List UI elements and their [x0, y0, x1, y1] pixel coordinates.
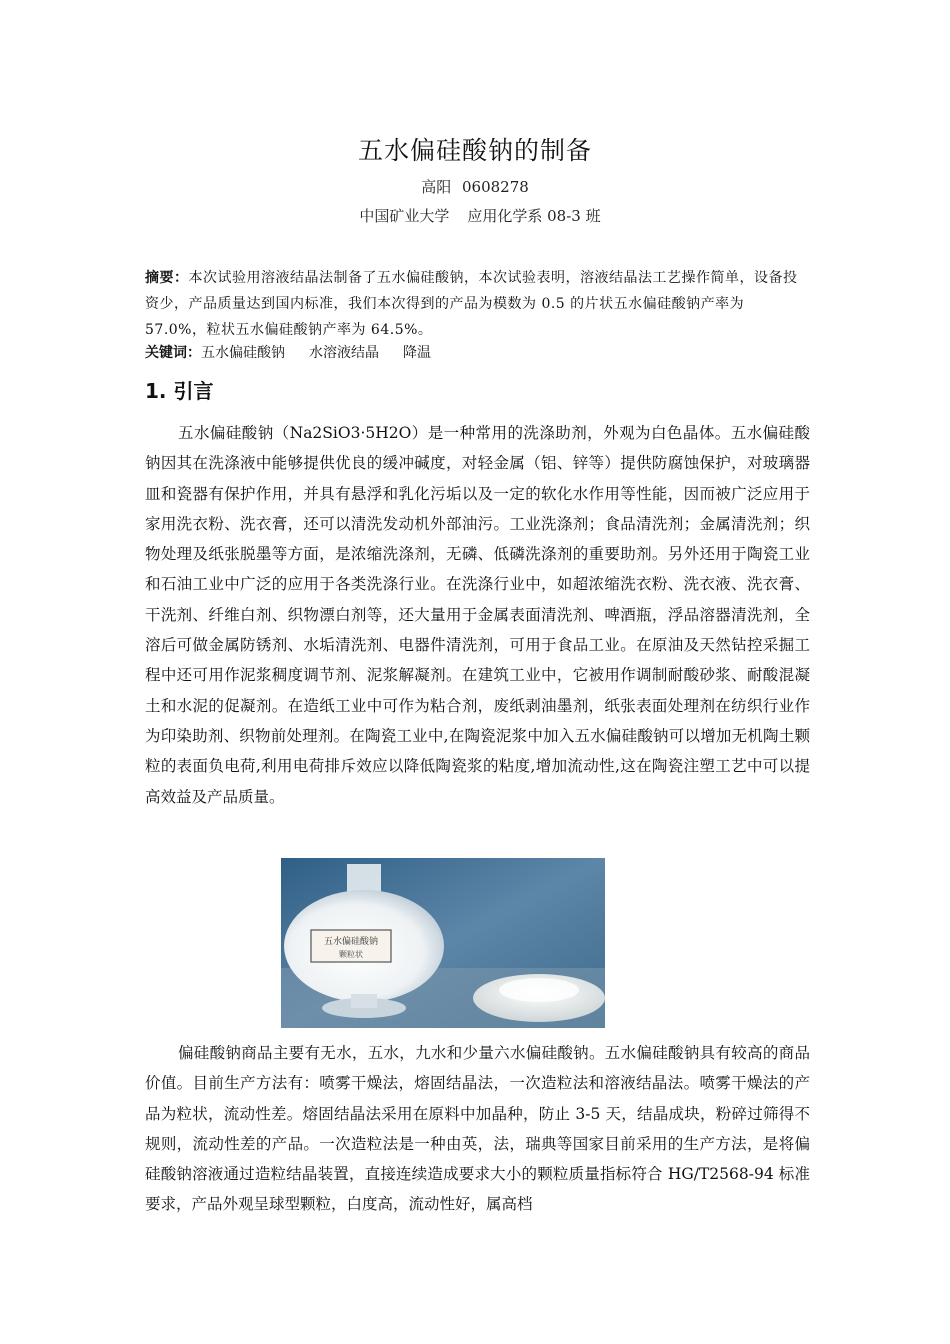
abstract-label: 摘要：: [145, 270, 189, 286]
keyword-item: 水溶液结晶: [309, 345, 379, 361]
department-name: 应用化学系 08-3 班: [467, 207, 601, 225]
keyword-item: 降温: [403, 345, 431, 361]
keyword-item: 五水偏硅酸钠: [201, 345, 285, 361]
section-heading: 1. 引言: [145, 379, 214, 403]
photo-label-line1: 五水偏硅酸钠: [323, 937, 379, 947]
author-name: 高阳: [421, 178, 452, 196]
abstract-text: 本次试验用溶液结晶法制备了五水偏硅酸钠，本次试验表明，溶液结晶法工艺操作简单，设备投资少，产品质量达到国内标准，我们本次得到的产品为模数为 0.5 的片状五水偏硅酸钠产率为 57.0%，粒状五水偏硅酸钠产率为 64.5%。: [145, 270, 798, 338]
document-title: 五水偏硅酸钠的制备: [357, 136, 592, 165]
keywords: [145, 343, 810, 363]
school-name: 中国矿业大学: [359, 207, 450, 225]
body-paragraph: 五水偏硅酸钠（Na2SiO3·5H2O）是一种常用的洗涤助剂，外观为白色晶体。五水偏硅酸钠因其在洗涤液中能够提供优良的缓冲碱度，对轻金属（铝、锌等）提供防腐蚀保护，对玻璃器皿和瓷器有保护作用，并具有悬浮和乳化污垢以及一定的软化水作用等性能，因而被广泛应用于家用洗衣粉、洗衣膏，还可以清洗发动机外部油污。工业洗涤剂；食品清洗剂；金属清洗剂；织物处理及纸张脱墨等方面，是浓缩洗涤剂，无磷、低磷洗涤剂的重要助剂。另外还用于陶瓷工业和石油工业中广泛的应用于各类洗涤行业。在洗涤行业中，如超浓缩洗衣粉、洗衣液、洗衣膏、干洗剂、纤维白剂、织物漂白剂等，还大量用于金属表面清洗剂、啤酒瓶，浮品溶器清洗剂，全溶后可做金属防锈剂、水垢清洗剂、电器件清洗剂，可用于食品工业。在原油及天然钻控采掘工程中还可用作泥浆稠度调节剂、泥浆解凝剂。在建筑工业中，它被用作调制耐酸砂浆、耐酸混凝土和水泥的促凝剂。在造纸工业中可作为粘合剂，废纸剥油墨剂，纸张表面处理剂在纺织行业作为印染助剂、织物前处理剂。在陶瓷工业中,在陶瓷泥浆中加入五水偏硅酸钠可以增加无机陶土颗粒的表面负电荷,利用电荷排斥效应以降低陶瓷浆的粘度,增加流动性,这在陶瓷注塑工艺中可以提高效益及产品质量。: [145, 424, 810, 806]
abstract: [145, 265, 810, 343]
photo-label-line2: 颗粒状: [339, 950, 363, 959]
body-paragraph: 偏硅酸钠商品主要有无水，五水，九水和少量六水偏硅酸钠。五水偏硅酸钠具有较高的商品价值。目前生产方法有：喷雾干燥法，熔固结晶法，一次造粒法和溶液结晶法。喷雾干燥法的产品为粒状，流动性差。熔固结晶法采用在原料中加晶种，防止 3-5 天，结晶成块，粉碎过筛得不规则，流动性差的产品。一次造粒法是一种由英，法，瑞典等国家目前采用的生产方法，是将偏硅酸钠溶液通过造粒结晶装置，直接连续造成要求大小的颗粒质量指标符合 HG/T2568-94 标准要求，产品外观呈球型颗粒，白度高，流动性好，属高档: [145, 1044, 810, 1214]
product-photo: [281, 858, 605, 1028]
student-id: 0608278: [461, 178, 529, 196]
product-photo-graphic: [281, 858, 605, 1028]
affiliation-line: [0, 206, 950, 226]
author-line: [0, 177, 950, 197]
keywords-label: 关键词：: [145, 345, 201, 361]
